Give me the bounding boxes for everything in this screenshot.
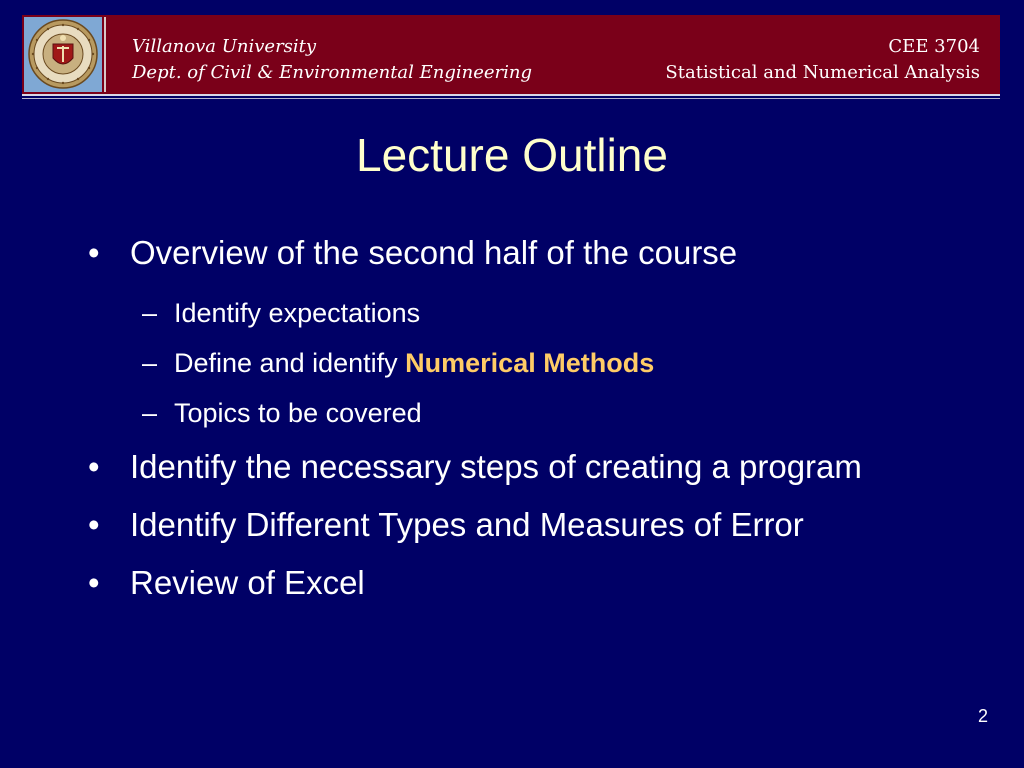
bullet-text: Overview of the second half of the course (130, 234, 738, 271)
course-title: Statistical and Numerical Analysis (665, 62, 980, 83)
highlight-numerical-methods: Numerical Methods (405, 348, 655, 378)
sub-bullet-list (88, 288, 888, 438)
sub-bullet-item (88, 338, 888, 388)
logo-divider (104, 17, 106, 92)
sub-bullet-item (88, 288, 888, 338)
bullet-item (88, 560, 888, 606)
sub-bullet-text: Identify expectations (174, 298, 421, 328)
university-seal-icon (26, 18, 100, 90)
bullet-item (88, 444, 888, 490)
sub-bullet-item (88, 388, 888, 438)
bullet-text: Identify Different Types and Measures of Error (130, 506, 804, 543)
sub-bullet-text: Define and identify (174, 348, 406, 378)
bullet-item (88, 502, 888, 548)
slide-title: Lecture Outline (356, 129, 668, 181)
dash-marker: – (142, 348, 158, 378)
bullet-text: Identify the necessary steps of creating a program (130, 448, 862, 485)
bullet-item (88, 230, 888, 276)
slide-content (88, 230, 888, 618)
page-number: 2 (977, 706, 988, 726)
dash-marker: – (142, 398, 158, 428)
dash-marker: – (142, 298, 158, 328)
course-code: CEE 3704 (888, 36, 980, 57)
bullet-marker: • (88, 564, 100, 601)
department-name: Dept. of Civil & Environmental Engineering (132, 62, 533, 83)
header-rule-thin (22, 98, 1000, 99)
university-name: Villanova University (132, 36, 317, 57)
header-right (665, 34, 980, 86)
bullet-marker: • (88, 506, 100, 543)
bullet-marker: • (88, 448, 100, 485)
bullet-text: Review of Excel (130, 564, 365, 601)
sub-bullet-text: Topics to be covered (174, 398, 422, 428)
bullet-marker: • (88, 234, 100, 271)
header-left (132, 34, 532, 86)
header-rule (22, 94, 1000, 96)
